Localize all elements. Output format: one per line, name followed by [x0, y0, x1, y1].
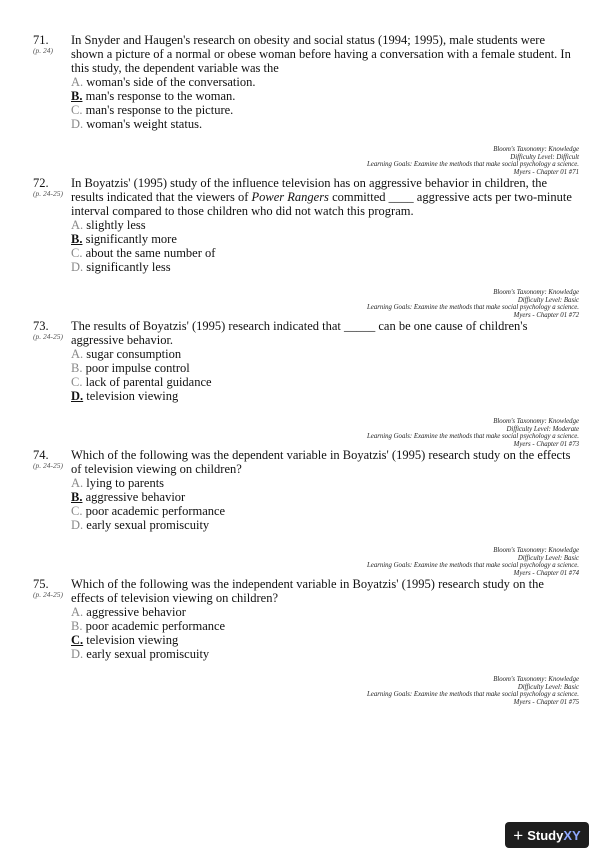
question-75 [33, 577, 579, 706]
options-list [71, 476, 579, 532]
question-stem: Which of the following was the dependent variable in Boyatzis' (1995) research study on the effects of television viewing on children? [71, 448, 571, 476]
option-d: D. early sexual promiscuity [71, 647, 210, 661]
question-metadata: Bloom's Taxonomy: Knowledge Difficulty Level: Basic Learning Goals: Examine the methods that make social psychology a science. Myers - Chapter 01 #72 [367, 289, 579, 319]
page-reference: (p. 24-25) [33, 590, 63, 599]
question-stem: In Snyder and Haugen's research on obesity and social status (1994; 1995), male students were shown a picture of a normal or obese woman before having a conversation with a female student. In this study, the dependent variable was the [71, 33, 571, 75]
question-metadata: Bloom's Taxonomy: Knowledge Difficulty Level: Basic Learning Goals: Examine the methods that make social psychology a science. Myers - Chapter 01 #75 [367, 676, 579, 706]
options-list [71, 347, 579, 403]
question-number: 74. [33, 448, 49, 462]
option-b-correct: B. man's response to the woman. [71, 89, 236, 103]
question-stem: In Boyatzis' (1995) study of the influence television has on aggressive behavior in children, the results indicated that the viewers of Power Rangers committed ____ aggressive acts per two-minute interval compared to those children who did not watch this program. [71, 176, 572, 218]
options-list [71, 75, 579, 131]
page-reference: (p. 24) [33, 46, 53, 55]
options-list [71, 218, 579, 274]
question-stem: The results of Boyatzis' (1995) research indicated that _____ can be one cause of children's aggressive behavior. [71, 319, 528, 347]
page-reference: (p. 24-25) [33, 461, 63, 470]
option-a: A. woman's side of the conversation. [71, 75, 256, 89]
options-list [71, 605, 579, 661]
page-reference: (p. 24-25) [33, 332, 63, 341]
studyxy-logo[interactable]: + StudyXY [505, 822, 589, 848]
question-number: 71. [33, 33, 49, 47]
option-b-correct: B. aggressive behavior [71, 490, 186, 504]
question-72 [33, 176, 579, 319]
option-b-correct: B. significantly more [71, 232, 177, 246]
question-metadata: Bloom's Taxonomy: Knowledge Difficulty Level: Moderate Learning Goals: Examine the methods that make social psychology a science. Myers - Chapter 01 #73 [367, 418, 579, 448]
question-stem: Which of the following was the independent variable in Boyatzis' (1995) research study on the effects of television viewing on children? [71, 577, 544, 605]
option-a: A. aggressive behavior [71, 605, 186, 619]
plus-icon: + [513, 825, 524, 845]
option-d: D. significantly less [71, 260, 171, 274]
option-b: B. poor impulse control [71, 361, 190, 375]
question-metadata: Bloom's Taxonomy: Knowledge Difficulty Level: Difficult Learning Goals: Examine the methods that make social psychology a science. Myers - Chapter 01 #71 [367, 146, 579, 176]
question-metadata: Bloom's Taxonomy: Knowledge Difficulty Level: Basic Learning Goals: Examine the methods that make social psychology a science. Myers - Chapter 01 #74 [367, 547, 579, 577]
option-a: A. sugar consumption [71, 347, 182, 361]
option-c: C. lack of parental guidance [71, 375, 212, 389]
option-a: A. slightly less [71, 218, 146, 232]
option-c-correct: C. television viewing [71, 633, 179, 647]
option-b: B. poor academic performance [71, 619, 226, 633]
option-c: C. poor academic performance [71, 504, 226, 518]
option-d-correct: D. television viewing [71, 389, 179, 403]
option-c: C. about the same number of [71, 246, 216, 260]
option-d: D. early sexual promiscuity [71, 518, 210, 532]
question-number: 72. [33, 176, 49, 190]
question-number: 75. [33, 577, 49, 591]
question-73 [33, 319, 579, 448]
option-a: A. lying to parents [71, 476, 165, 490]
page-reference: (p. 24-25) [33, 189, 63, 198]
question-number: 73. [33, 319, 49, 333]
question-71 [33, 33, 579, 176]
option-c: C. man's response to the picture. [71, 103, 234, 117]
question-74 [33, 448, 579, 577]
option-d: D. woman's weight status. [71, 117, 203, 131]
